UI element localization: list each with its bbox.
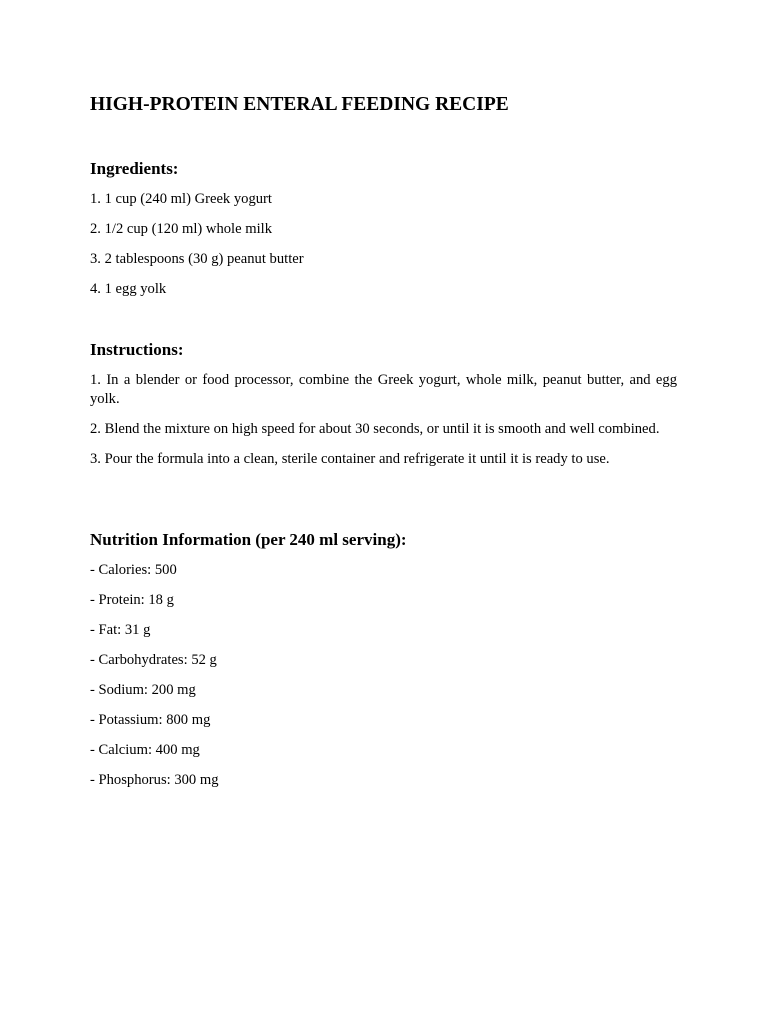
instructions-heading: Instructions: <box>90 340 184 359</box>
ingredient-item: 2. 1/2 cup (120 ml) whole milk <box>90 221 272 237</box>
instruction-step: 2. Blend the mixture on high speed for about 30 seconds, or until it is smooth and well combined. <box>90 421 660 437</box>
document-title: HIGH-PROTEIN ENTERAL FEEDING RECIPE <box>90 94 509 115</box>
nutrition-heading: Nutrition Information (per 240 ml serving): <box>90 530 407 549</box>
instruction-step: 1. In a blender or food processor, combine the Greek yogurt, whole milk, peanut butter, and egg yolk. <box>90 372 677 407</box>
ingredients-heading: Ingredients: <box>90 159 179 178</box>
ingredients-section <box>90 158 677 299</box>
nutrition-item: - Fat: 31 g <box>90 622 151 638</box>
nutrition-section <box>90 529 677 790</box>
nutrition-item: - Sodium: 200 mg <box>90 682 196 698</box>
instructions-list <box>90 371 677 469</box>
nutrition-item: - Carbohydrates: 52 g <box>90 652 217 668</box>
nutrition-item: - Calories: 500 <box>90 562 177 578</box>
nutrition-list <box>90 561 677 790</box>
ingredients-list <box>90 190 677 299</box>
ingredient-item: 4. 1 egg yolk <box>90 281 167 297</box>
nutrition-item: - Calcium: 400 mg <box>90 742 200 758</box>
instructions-section <box>90 339 677 469</box>
nutrition-item: - Potassium: 800 mg <box>90 712 211 728</box>
ingredient-item: 1. 1 cup (240 ml) Greek yogurt <box>90 191 272 207</box>
instruction-step: 3. Pour the formula into a clean, sterile container and refrigerate it until it is ready to use. <box>90 451 610 467</box>
ingredient-item: 3. 2 tablespoons (30 g) peanut butter <box>90 251 304 267</box>
nutrition-item: - Protein: 18 g <box>90 592 174 608</box>
nutrition-item: - Phosphorus: 300 mg <box>90 772 219 788</box>
